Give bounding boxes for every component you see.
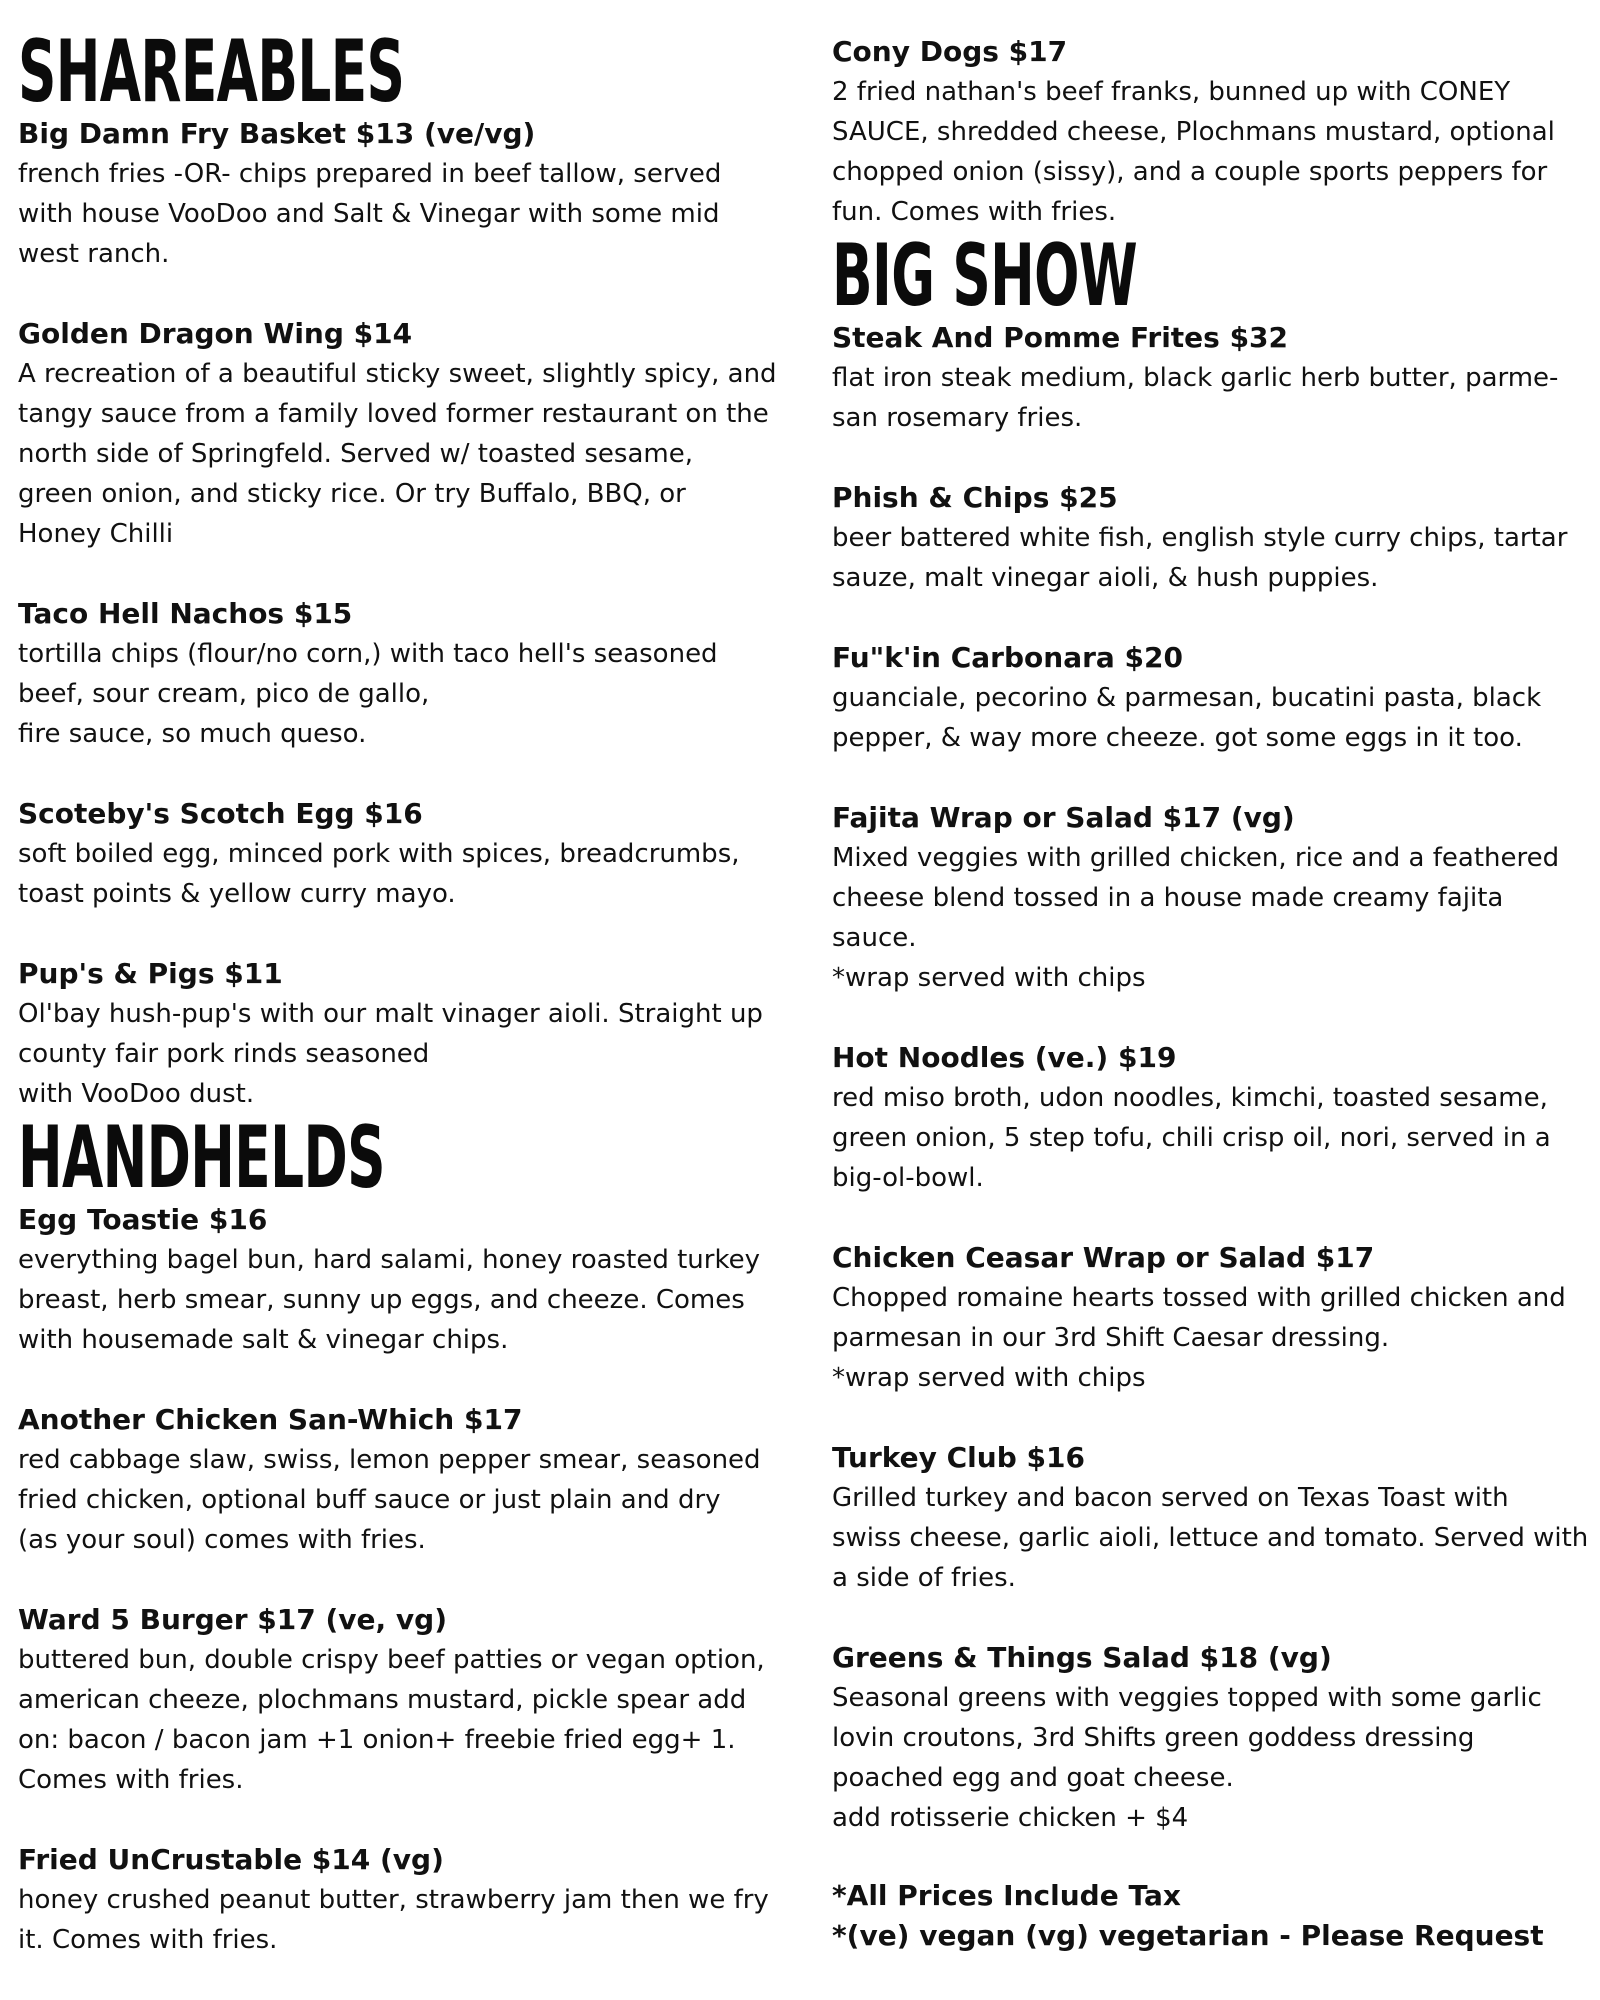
menu-item-title: Greens & Things Salad $18 (vg) [832, 1641, 1332, 1674]
menu-item-desc: flat iron steak medium, black garlic herb butter, parme- san rosemary fries. [832, 363, 1559, 433]
menu-item-turkey-club [832, 1438, 1592, 1598]
menu-item-desc: soft boiled egg, minced pork with spices, breadcrumbs, toast points & yellow curry mayo. [18, 839, 740, 909]
section-title-shareables: SHAREABLES [18, 22, 405, 122]
menu-item-desc: Ol'bay hush-pup's with our malt vinager aioli. Straight up county fair pork rinds seasoned with VooDoo dust. [18, 999, 763, 1109]
menu-item-title: Big Damn Fry Basket $13 (ve/vg) [18, 117, 536, 150]
menu-item-desc: A recreation of a beautiful sticky sweet, slightly spicy, and tangy sauce from a family loved former restaurant on the north side of Springfeld. Served w/ toasted sesame, green onion, and sticky rice. Or try Buffalo, BBQ, or Honey Chilli [18, 359, 777, 549]
menu-item-title: Chicken Ceasar Wrap or Salad $17 [832, 1241, 1375, 1274]
menu-item-desc: tortilla chips (flour/no corn,) with taco hell's seasoned beef, sour cream, pico de gallo, fire sauce, so much queso. [18, 639, 718, 749]
menu-item-chicken-caesar [832, 1238, 1592, 1398]
menu-item-desc: red miso broth, udon noodles, kimchi, toasted sesame, green onion, 5 step tofu, chili crisp oil, nori, served in a big-ol-bowl. [832, 1083, 1551, 1193]
section-title-handhelds: HANDHELDS [18, 1108, 385, 1208]
menu-item-title: Ward 5 Burger $17 (ve, vg) [18, 1603, 447, 1636]
menu-item-title: Fajita Wrap or Salad $17 (vg) [832, 801, 1295, 834]
menu-item-golden-dragon-wing [18, 314, 808, 554]
menu-item-title: Hot Noodles (ve.) $19 [832, 1041, 1177, 1074]
menu-item-title: Steak And Pomme Frites $32 [832, 321, 1289, 354]
menu-item-ward-5-burger [18, 1600, 808, 1800]
menu-item-title: Cony Dogs $17 [832, 35, 1068, 68]
menu-item-hot-noodles [832, 1038, 1592, 1198]
menu-item-pups-pigs [18, 954, 808, 1114]
menu-item-title: Fu"k'in Carbonara $20 [832, 641, 1183, 674]
menu-item-title: Scoteby's Scotch Egg $16 [18, 797, 423, 830]
menu-item-desc: Mixed veggies with grilled chicken, rice and a feathered cheese blend tossed in a house made creamy fajita sauce. *wrap served with chips [832, 843, 1560, 993]
menu-item-title: Another Chicken San-Which $17 [18, 1403, 523, 1436]
footnotes [832, 1876, 1592, 1956]
menu-item-desc: buttered bun, double crispy beef patties or vegan option, american cheeze, plochmans mustard, pickle spear add on: bacon / bacon jam +1 onion+ freebie fried egg+ 1. Comes with fries. [18, 1645, 765, 1795]
menu-item-greens-things [832, 1638, 1592, 1838]
menu-item-title: Pup's & Pigs $11 [18, 957, 283, 990]
menu-item-desc: Chopped romaine hearts tossed with grilled chicken and parmesan in our 3rd Shift Caesar dressing. *wrap served with chips [832, 1283, 1566, 1393]
section-title-big-show: BIG SHOW [832, 226, 1138, 326]
menu-item-title: Egg Toastie $16 [18, 1203, 268, 1236]
menu-item-desc: 2 fried nathan's beef franks, bunned up with CONEY SAUCE, shredded cheese, Plochmans mustard, optional chopped onion (sissy), and a couple sports peppers for fun. Comes with fries. [832, 77, 1555, 227]
menu-item-steak-frites [832, 318, 1592, 438]
menu-item-title: Taco Hell Nachos $15 [18, 597, 353, 630]
menu-item-desc: red cabbage slaw, swiss, lemon pepper smear, seasoned fried chicken, optional buff sauce or just plain and dry (as your soul) comes with fries. [18, 1445, 761, 1555]
menu-item-desc: beer battered white fish, english style curry chips, tartar sauze, malt vinegar aioli, & hush puppies. [832, 523, 1568, 593]
menu-item-desc: french fries -OR- chips prepared in beef tallow, served with house VooDoo and Salt & Vinegar with some mid west ranch. [18, 159, 722, 269]
menu-item-desc: everything bagel bun, hard salami, honey roasted turkey breast, herb smear, sunny up eggs, and cheeze. Comes with housemade salt & vinegar chips. [18, 1245, 760, 1355]
menu-item-title: Phish & Chips $25 [832, 481, 1118, 514]
right-column [832, 0, 1592, 1956]
menu-item-egg-toastie [18, 1200, 808, 1360]
menu-item-phish-chips [832, 478, 1592, 598]
menu-item-desc: Grilled turkey and bacon served on Texas Toast with swiss cheese, garlic aioli, lettuce and tomato. Served with a side of fries. [832, 1483, 1589, 1593]
note-prices-include-tax: *All Prices Include Tax [832, 1879, 1181, 1912]
menu-item-cony-dogs [832, 32, 1592, 232]
menu-item-chicken-san-which [18, 1400, 808, 1560]
menu-item-desc: honey crushed peanut butter, strawberry jam then we fry it. Comes with fries. [18, 1885, 769, 1955]
menu-item-fajita-wrap [832, 798, 1592, 998]
menu-item-desc: Seasonal greens with veggies topped with some garlic lovin croutons, 3rd Shifts green goddess dressing poached egg and goat cheese. add rotisserie chicken + $4 [832, 1683, 1542, 1833]
left-column [18, 0, 808, 1960]
menu-item-desc: guanciale, pecorino & parmesan, bucatini pasta, black pepper, & way more cheeze. got some eggs in it too. [832, 683, 1542, 753]
note-vegan-vegetarian: *(ve) vegan (vg) vegetarian - Please Request [832, 1919, 1544, 1952]
menu-item-fried-uncrustable [18, 1840, 808, 1960]
menu-item-title: Fried UnCrustable $14 (vg) [18, 1843, 444, 1876]
menu-item-carbonara [832, 638, 1592, 758]
menu-item-fry-basket [18, 114, 808, 274]
menu-item-title: Turkey Club $16 [832, 1441, 1085, 1474]
menu-item-taco-hell-nachos [18, 594, 808, 754]
menu-item-title: Golden Dragon Wing $14 [18, 317, 413, 350]
menu-item-scotch-egg [18, 794, 808, 914]
